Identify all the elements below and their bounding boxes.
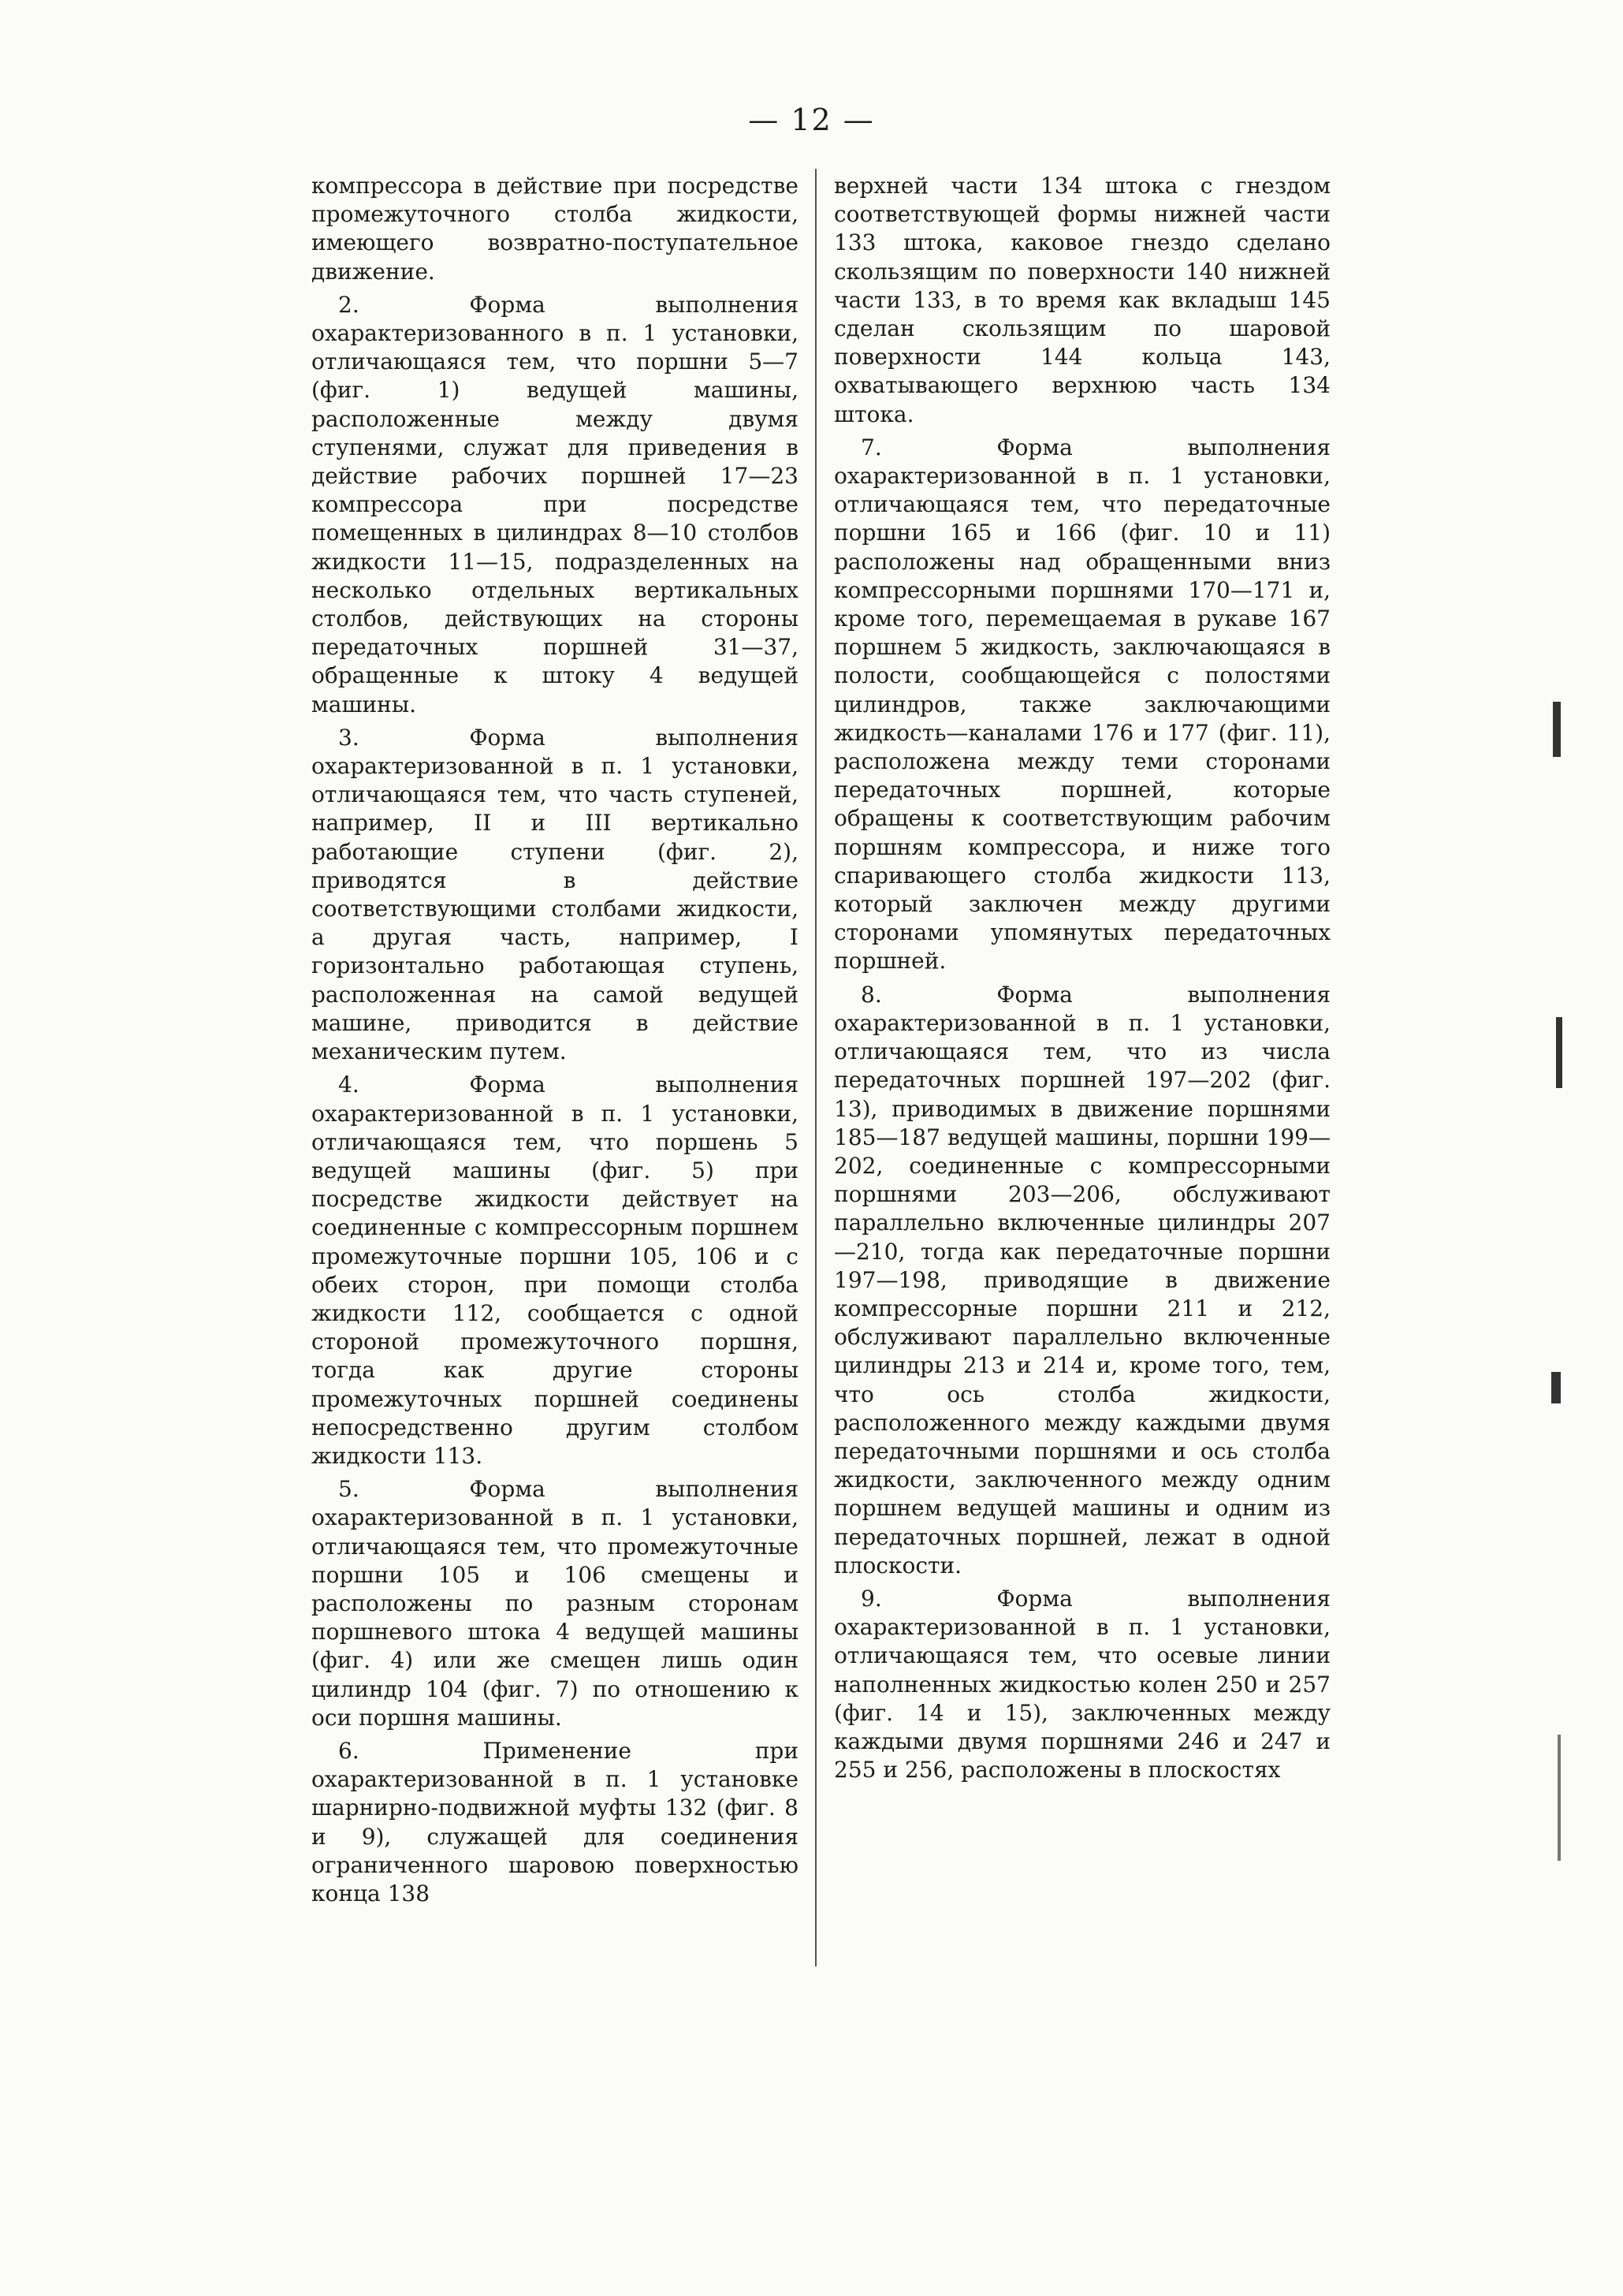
claim-paragraph: 8. Форма выполнения охарактеризованной в п. 1 установки, отличающаяся тем, что из числа передаточных поршней 197—202 (фиг. 13), приводимых в движение поршнями 185—187 ведущей машины, поршни 199—202, соединенные с компрессорными поршнями 203—206, обслуживают параллельно включенные цилиндры 207—210, тогда как передаточные поршни 197—198, приводящие в движение компрессорные поршни 211 и 212, обслуживают параллельно включенные цилиндры 213 и 214 и, кроме того, тем, что ось столба жидкости, расположенного между каждыми двумя передаточными поршнями и ось столба жидкости, заключенного между одним поршнем ведущей машины и одним из передаточных поршней, лежат в одной плоскости.	[834, 981, 1331, 1578]
paragraph: верхней части 134 штока с гнездом соответствующей формы нижней части 133 штока, каковое гнездо сделано скользящим по поверхности 140 нижней части 133, в то время как вкладыш 145 сделан скользящим по шаровой поверхности 144 кольца 143, охватывающего верхнюю часть 134 штока.	[834, 173, 1331, 427]
paragraph: компрессора в действие при посредстве промежуточного столба жидкости, имеющего возвратно-поступательное движение.	[311, 173, 798, 285]
scan-speck	[1551, 1372, 1561, 1403]
page-number: — 12 —	[748, 102, 875, 137]
left-column	[311, 172, 798, 1908]
scan-speck	[1558, 1735, 1561, 1861]
scan-speck	[1556, 1017, 1562, 1088]
claim-paragraph: 3. Форма выполнения охарактеризованной в п. 1 установки, отличающаяся тем, что часть ступеней, например, II и III вертикально работающие ступени (фиг. 2), приводятся в действие соответствующими столбами жидкости, а другая часть, например, I горизонтально работающая ступень, расположенная на самой ведущей машине, приводится в действие механическим путем.	[311, 724, 798, 1065]
claim-paragraph: 6. Применение при охарактеризованной в п. 1 установке шарнирно-подвижной муфты 132 (фиг. 8 и 9), служащей для соединения ограниченного шаровою поверхностью конца 138	[311, 1737, 798, 1906]
claim-paragraph: 5. Форма выполнения охарактеризованной в п. 1 установки, отличающаяся тем, что промежуточные поршни 105 и 106 смещены и расположены по разным сторонам поршневого штока 4 ведущей машины (фиг. 4) или же смещен лишь один цилиндр 104 (фиг. 7) по отношению к оси поршня машины.	[311, 1476, 798, 1731]
scan-edge-artifacts	[1543, 0, 1591, 1892]
column-divider	[815, 169, 817, 1966]
right-column	[834, 172, 1331, 1784]
scan-speck	[1553, 702, 1561, 757]
claim-paragraph: 2. Форма выполнения охарактеризованного в п. 1 установки, отличающаяся тем, что поршни 5—7 (фиг. 1) ведущей машины, расположенные между двумя ступенями, служат для приведения в действие рабочих поршней 17—23 компрессора при посредстве помещенных в цилиндрах 8—10 столбов жидкости 11—15, подразделенных на несколько отдельных вертикальных столбов, действующих на стороны передаточных поршней 31—37, обращенные к штоку 4 ведущей машины.	[311, 291, 798, 718]
claim-paragraph: 9. Форма выполнения охарактеризованной в п. 1 установки, отличающаяся тем, что осевые линии наполненных жидкостью колен 250 и 257 (фиг. 14 и 15), заключенных между каждыми двумя поршнями 246 и 247 и 255 и 256, расположены в плоскостях	[834, 1585, 1331, 1784]
claim-paragraph: 7. Форма выполнения охарактеризованной в п. 1 установки, отличающаяся тем, что передаточные поршни 165 и 166 (фиг. 10 и 11) расположены над обращенными вниз компрессорными поршнями 170—171 и, кроме того, перемещаемая в рукаве 167 поршнем 5 жидкость, заключающаяся в полости, сообщающейся с полостями цилиндров, также заключающими жидкость—каналами 176 и 177 (фиг. 11), расположена между теми сторонами передаточных поршней, которые обращены к соответствующим рабочим поршням компрессора, и ниже того спаривающего столба жидкости 113, который заключен между другими сторонами упомянутых передаточных поршней.	[834, 434, 1331, 975]
claim-paragraph: 4. Форма выполнения охарактеризованной в п. 1 установки, отличающаяся тем, что поршень 5 ведущей машины (фиг. 5) при посредстве жидкости действует на соединенные с компрессорным поршнем промежуточные поршни 105, 106 и с обеих сторон, при помощи столба жидкости 112, сообщается с одной стороной промежуточного поршня, тогда как другие стороны промежуточных поршней соединены непосредственно другим столбом жидкости 113.	[311, 1072, 798, 1469]
